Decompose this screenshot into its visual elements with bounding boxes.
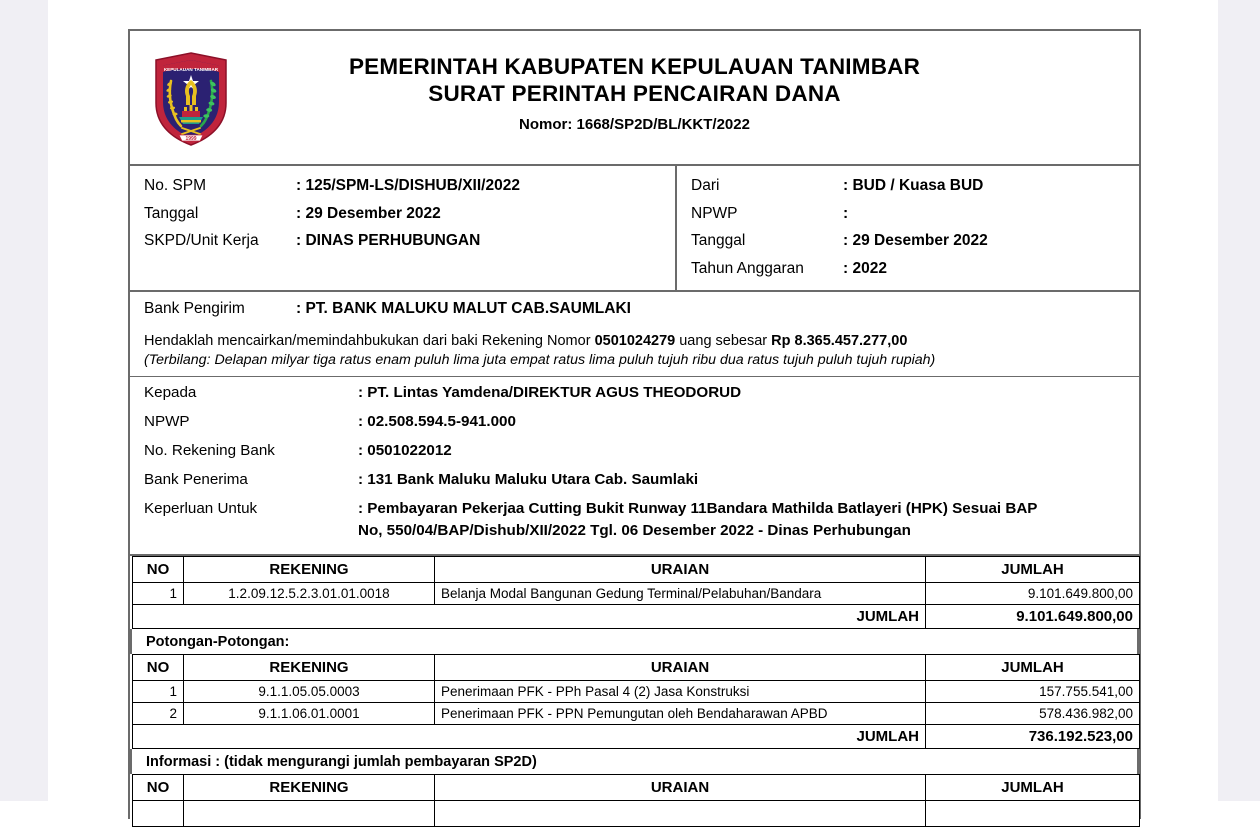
instruction-amount: Rp 8.365.457.277,00 (771, 332, 908, 349)
meta-label-tahun-anggaran: Tahun Anggaran (691, 259, 804, 277)
document-header (130, 31, 1139, 166)
meta-label-no-spm: No. SPM (144, 177, 207, 194)
recipient-value-rekening: : 0501022012 (358, 441, 452, 459)
recipient-value-npwp: : 02.508.594.5-941.000 (358, 412, 516, 430)
main-budget-table (132, 556, 1140, 629)
recipient-value-keperluan-line1: : Pembayaran Pekerjaa Cutting Bukit Runway 11Bandara Mathilda Batlayeri (HPK) Sesuai BAP (358, 500, 1038, 518)
col-header-uraian: URAIAN (435, 556, 926, 582)
table-row (133, 582, 1140, 604)
meta-label-skpd: SKPD/Unit Kerja (144, 232, 259, 249)
cell-no (133, 800, 184, 826)
cell-no: 1 (133, 680, 184, 702)
total-label: JUMLAH (133, 604, 926, 628)
recipient-field-kepada (144, 385, 1125, 400)
meta-field-tanggal (144, 206, 675, 222)
instruction-prefix: Hendaklah mencairkan/memindahbukukan dari baki Rekening Nomor (144, 332, 595, 349)
recipient-value-keperluan-line2: No, 550/04/BAP/Dishub/XII/2022 Tgl. 06 Desember 2022 - Dinas Perhubungan (358, 521, 911, 539)
table-row (133, 702, 1140, 724)
total-value: 736.192.523,00 (926, 724, 1140, 748)
cell-rekening: 9.1.1.05.05.0003 (184, 680, 435, 702)
meta-label-tanggal: Tanggal (144, 204, 199, 222)
svg-text:KEPULAUAN TANIMBAR: KEPULAUAN TANIMBAR (163, 67, 219, 72)
recipient-label-bank-penerima: Bank Penerima (144, 471, 248, 489)
document-meta-section (130, 166, 1139, 292)
table-total-row (133, 724, 1140, 748)
cell-jumlah: 157.755.541,00 (926, 680, 1140, 702)
informasi-table (132, 774, 1140, 827)
table-header-row (133, 556, 1140, 582)
meta-label-npwp: NPWP (691, 204, 738, 222)
total-label: JUMLAH (133, 724, 926, 748)
meta-value-tahun-anggaran: : 2022 (843, 259, 887, 277)
meta-column-left (130, 166, 677, 290)
cell-rekening: 9.1.1.06.01.0001 (184, 702, 435, 724)
col-header-uraian: URAIAN (435, 654, 926, 680)
meta-value-skpd: : DINAS PERHUBUNGAN (296, 232, 481, 249)
cell-jumlah: 578.436.982,00 (926, 702, 1140, 724)
meta-field-skpd (144, 233, 675, 249)
informasi-table-wrapper (132, 774, 1137, 827)
page-title-line-1: PEMERINTAH KABUPATEN KEPULAUAN TANIMBAR (348, 54, 921, 79)
cell-uraian: Penerimaan PFK - PPh Pasal 4 (2) Jasa Konstruksi (435, 680, 926, 702)
table-total-row (133, 604, 1140, 628)
potongan-table (132, 654, 1140, 749)
table-header-row (133, 774, 1140, 800)
col-header-rekening: REKENING (184, 654, 435, 680)
cell-jumlah (926, 800, 1140, 826)
cell-uraian: Penerimaan PFK - PPN Pemungutan oleh Bendaharawan APBD (435, 702, 926, 724)
meta-field-tahun-anggaran (691, 261, 1139, 277)
bank-pengirim-field (144, 301, 1125, 317)
recipient-value-bank-penerima: : 131 Bank Maluku Maluku Utara Cab. Saumlaki (358, 471, 699, 489)
recipient-label-npwp: NPWP (144, 412, 190, 430)
potongan-table-wrapper (132, 654, 1137, 749)
informasi-section-label: Informasi : (tidak mengurangi jumlah pembayaran SP2D) (130, 749, 1139, 774)
recipient-label-rekening: No. Rekening Bank (144, 441, 275, 459)
main-budget-table-wrapper (132, 556, 1137, 629)
recipient-field-bank-penerima (144, 472, 1125, 487)
recipient-field-rekening (144, 443, 1125, 458)
meta-label-dari: Dari (691, 177, 720, 194)
col-header-uraian: URAIAN (435, 774, 926, 800)
col-header-jumlah: JUMLAH (926, 654, 1140, 680)
total-value: 9.101.649.800,00 (926, 604, 1140, 628)
recipient-label-kepada: Kepada (144, 383, 197, 401)
meta-value-tanggal: : 29 Desember 2022 (296, 204, 441, 222)
disbursement-instruction (144, 332, 1125, 352)
meta-field-npwp (691, 206, 1139, 222)
col-header-rekening: REKENING (184, 556, 435, 582)
recipient-label-keperluan: Keperluan Untuk (144, 500, 258, 518)
meta-field-tanggal-right (691, 233, 1139, 249)
meta-value-dari: : BUD / Kuasa BUD (843, 177, 984, 194)
page-background-right-band (1218, 0, 1260, 801)
cell-no: 1 (133, 582, 184, 604)
col-header-no: NO (133, 556, 184, 582)
meta-value-tanggal-right: : 29 Desember 2022 (843, 232, 988, 249)
recipient-field-keperluan (144, 501, 1125, 516)
government-seal-icon (152, 51, 230, 147)
meta-field-no-spm (144, 178, 675, 194)
meta-label-tanggal-right: Tanggal (691, 232, 746, 249)
svg-text:1999: 1999 (185, 136, 197, 142)
col-header-rekening: REKENING (184, 774, 435, 800)
col-header-no: NO (133, 654, 184, 680)
instruction-middle: uang sebesar (675, 332, 772, 349)
cell-no: 2 (133, 702, 184, 724)
amount-in-words: (Terbilang: Delapan milyar tiga ratus enam puluh lima juta empat ratus lima puluh tujuh ribu dua ratus tujuh puluh tujuh rupiah) (144, 352, 936, 369)
col-header-jumlah: JUMLAH (926, 556, 1140, 582)
sp2d-document-page (128, 29, 1141, 819)
table-header-row (133, 654, 1140, 680)
instruction-rekening-nomor: 0501024279 (594, 332, 676, 349)
recipient-section (130, 377, 1139, 556)
document-number: Nomor: 1668/SP2D/BL/KKT/2022 (519, 115, 750, 133)
meta-value-no-spm: : 125/SPM-LS/DISHUB/XII/2022 (296, 177, 520, 194)
cell-rekening (184, 800, 435, 826)
potongan-section-label: Potongan-Potongan: (130, 629, 1139, 654)
cell-uraian: Belanja Modal Bangunan Gedung Terminal/Pelabuhan/Bandara (435, 582, 926, 604)
col-header-no: NO (133, 774, 184, 800)
bank-and-amount-section (130, 292, 1139, 377)
table-row (133, 680, 1140, 702)
cell-rekening: 1.2.09.12.5.2.3.01.01.0018 (184, 582, 435, 604)
meta-value-npwp: : (843, 204, 849, 222)
cell-jumlah: 9.101.649.800,00 (926, 582, 1140, 604)
recipient-value-kepada: : PT. Lintas Yamdena/DIREKTUR AGUS THEODORUD (358, 383, 742, 401)
recipient-field-npwp (144, 414, 1125, 429)
col-header-jumlah: JUMLAH (926, 774, 1140, 800)
bank-pengirim-label: Bank Pengirim (144, 300, 245, 317)
bank-pengirim-value: : PT. BANK MALUKU MALUT CAB.SAUMLAKI (296, 300, 631, 317)
table-row-empty (133, 800, 1140, 826)
meta-column-right (677, 166, 1139, 290)
page-title-line-2: SURAT PERINTAH PENCAIRAN DANA (428, 81, 841, 107)
meta-field-dari (691, 178, 1139, 194)
page-background-left-band (0, 0, 48, 801)
cell-uraian (435, 800, 926, 826)
